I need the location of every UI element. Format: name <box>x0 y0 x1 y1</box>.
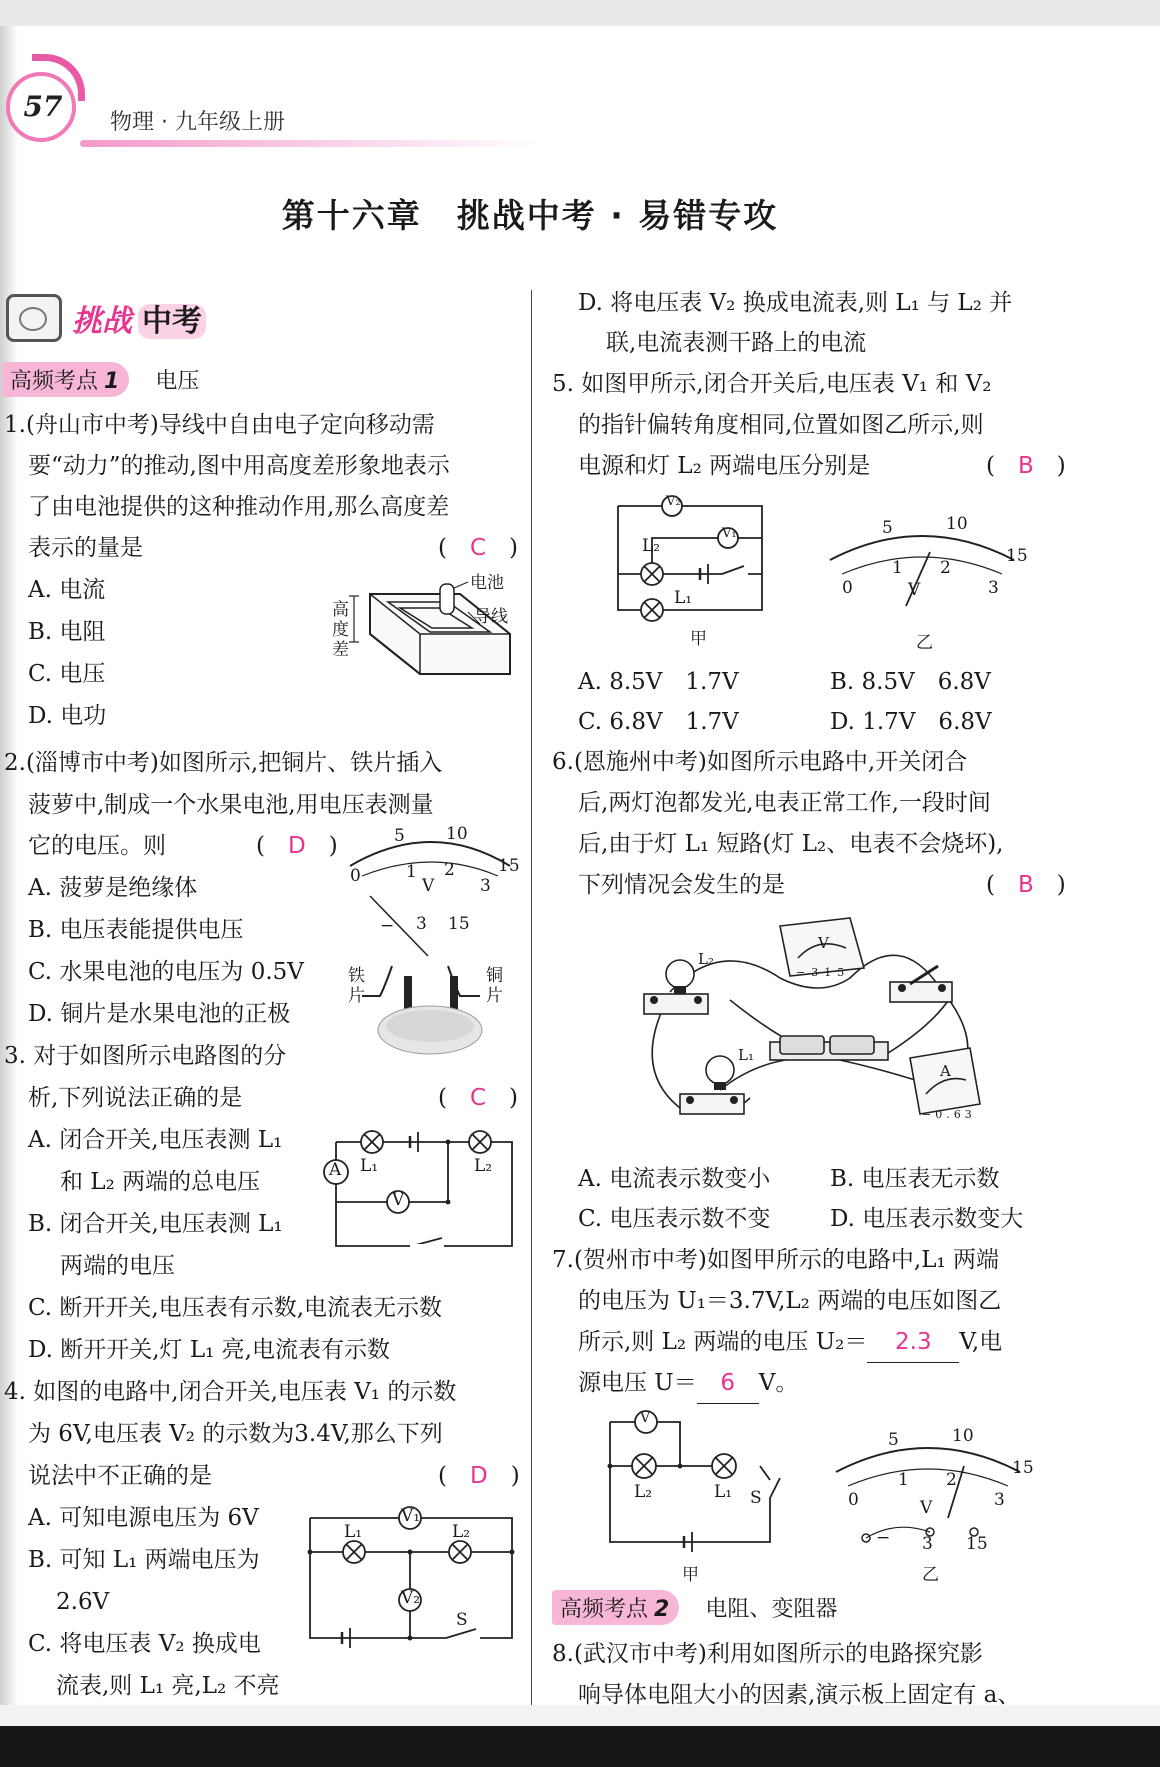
chapter-title: 第十六章 挑战中考 · 易错专攻 <box>281 196 779 235</box>
challenge-banner <box>2 288 232 348</box>
q2-tick-2: 2 <box>444 860 455 880</box>
q7-tick-10: 10 <box>952 1426 974 1446</box>
q3-voltmeter-label: V <box>392 1190 405 1210</box>
q5-tick-15: 15 <box>1006 546 1028 566</box>
q4-l1-label: L₁ <box>344 1522 363 1542</box>
q2-answer: D <box>287 833 306 859</box>
section-head-1 <box>2 362 199 402</box>
q2-line1: 2.(淄博市中考)如图所示,把铜片、铁片插入 <box>4 750 443 776</box>
q1-line3: 了由电池提供的这种推动作用,那么高度差 <box>28 494 450 520</box>
page-number: 57 <box>23 90 63 123</box>
q5-option-a: A. 8.5V 1.7V <box>578 669 739 695</box>
q6-line4: 下列情况会发生的是 <box>578 872 785 898</box>
q2-option-c: C. 水果电池的电压为 0.5V <box>28 959 304 985</box>
q4-circuit-diagram <box>300 1508 518 1656</box>
q2-figure-fruit-battery <box>340 826 525 1051</box>
q2-tick-0: 0 <box>350 866 361 886</box>
q2-option-b: B. 电压表能提供电压 <box>28 917 244 943</box>
q7-unit-v: V <box>920 1498 933 1518</box>
section-head-2 <box>552 1590 837 1630</box>
q2-label-copper: 铜片 <box>486 966 503 1006</box>
q1-option-c: C. 电压 <box>28 661 106 687</box>
q7-caption-jia: 甲 <box>682 1565 699 1585</box>
q4-option-b-2: 2.6V <box>56 1589 110 1615</box>
q5-line3: 电源和灯 L₂ 两端电压分别是 <box>578 453 871 479</box>
q4-line3: 说法中不正确的是 <box>28 1463 212 1489</box>
q6-a-term-06: 0.6 <box>935 1108 965 1121</box>
section-tag <box>2 362 129 397</box>
q6-line1: 6.(恩施州中考)如图所示电路中,开关闭合 <box>552 749 968 775</box>
q7-voltmeter-label: V <box>640 1410 651 1426</box>
q2-terminal-15: 15 <box>448 914 470 934</box>
q7-tick-2: 2 <box>946 1470 957 1490</box>
q7-tick-15: 15 <box>1012 1458 1034 1478</box>
q7-line4-a: 源电压 U＝ <box>578 1370 697 1396</box>
q3-option-b-1: B. 闭合开关,电压表测 L₁ <box>28 1211 283 1237</box>
q4-answer-bracket: ( D ) <box>438 1463 520 1489</box>
q3-l2-label: L₂ <box>474 1156 493 1176</box>
q4-v2-label: V₂ <box>401 1588 421 1608</box>
q4-option-c-1: C. 将电压表 V₂ 换成电 <box>28 1631 261 1657</box>
q4-answer: D <box>469 1463 488 1489</box>
q5-l2-label: L₂ <box>642 536 661 556</box>
q1-line4: 表示的量是 <box>28 535 143 561</box>
q6-line2: 后,两灯泡都发光,电表正常工作,一段时间 <box>578 790 991 816</box>
page-number-badge <box>4 54 82 140</box>
q7-switch-label: S <box>750 1488 762 1508</box>
q2-answer-bracket: ( D ) <box>256 833 338 859</box>
q7-terminal-3: 3 <box>922 1534 933 1554</box>
q5-answer: B <box>1017 453 1034 479</box>
q2-option-a: A. 菠萝是绝缘体 <box>28 875 198 901</box>
q5-answer-bracket: ( B ) <box>986 453 1066 479</box>
q5-l1-label: L₁ <box>674 588 693 608</box>
q5-option-d: D. 1.7V 6.8V <box>830 709 992 735</box>
q1-label-wire: 导线 <box>474 607 508 627</box>
q6-l2-label: L₂ <box>698 950 714 968</box>
q6-line3: 后,由于灯 L₁ 短路(灯 L₂、电表不会烧坏), <box>578 831 1004 857</box>
q6-option-b: B. 电压表无示数 <box>830 1166 1000 1192</box>
section-name: 电压 <box>155 369 200 394</box>
q2-tick-1: 1 <box>406 862 417 882</box>
q3-option-c: C. 断开开关,电压表有示数,电流表无示数 <box>28 1295 443 1321</box>
q3-line2: 析,下列说法正确的是 <box>28 1085 243 1111</box>
window-top-strip <box>0 0 1160 26</box>
q7-circuit-jia <box>604 1406 784 1586</box>
header-rule <box>80 140 540 147</box>
q7-line3 <box>578 1322 1002 1363</box>
q2-line2: 菠萝中,制成一个水果电池,用电压表测量 <box>28 792 434 818</box>
section-tag-num: 2 <box>654 1597 670 1622</box>
q6-ammeter-label: A <box>940 1062 951 1080</box>
q3-option-a-1: A. 闭合开关,电压表测 L₁ <box>28 1127 283 1153</box>
q5-meter-yi <box>820 516 1030 652</box>
q5-tick-2: 2 <box>940 558 951 578</box>
q3-answer-bracket: ( C ) <box>438 1085 519 1111</box>
q7-tick-0: 0 <box>848 1490 859 1510</box>
q2-label-iron: 铁片 <box>348 966 365 1006</box>
q6-a-term-minus: − <box>922 1108 936 1121</box>
q3-option-a-2: 和 L₂ 两端的总电压 <box>60 1169 261 1195</box>
q6-v-term-15: 15 <box>824 966 851 979</box>
q4-switch-label: S <box>456 1610 468 1630</box>
q7-caption-yi: 乙 <box>922 1565 939 1585</box>
q2-terminal-minus: − <box>380 916 395 936</box>
q5-caption-jia: 甲 <box>690 629 707 649</box>
q4-option-c-2: 流表,则 L₁ 亮,L₂ 不亮 <box>56 1673 280 1699</box>
q5-option-b: B. 8.5V 6.8V <box>830 669 991 695</box>
q1-option-a: A. 电流 <box>28 577 106 603</box>
q2-option-d: D. 铜片是水果电池的正极 <box>28 1001 291 1027</box>
section-tag-label: 高频考点 <box>560 1597 649 1622</box>
section-tag <box>552 1590 679 1625</box>
q2-terminal-3: 3 <box>416 914 427 934</box>
q7-terminal-15: 15 <box>966 1534 988 1554</box>
q6-voltmeter-terminals <box>796 966 850 979</box>
q7-l1-label: L₁ <box>714 1482 733 1502</box>
q7-terminal-minus: − <box>876 1528 891 1548</box>
q1-option-b: B. 电阻 <box>28 619 106 645</box>
page-edge-shadow <box>0 26 18 1706</box>
q5-line2: 的指针偏转角度相同,位置如图乙所示,则 <box>578 412 984 438</box>
q7-line3-b: V,电 <box>959 1329 1003 1355</box>
q3-line1: 3. 对于如图所示电路图的分 <box>4 1043 287 1069</box>
q2-tick-3: 3 <box>480 876 491 896</box>
q4-line1: 4. 如图的电路中,闭合开关,电压表 V₁ 的示数 <box>4 1379 457 1405</box>
q8-line1: 8.(武汉市中考)利用如图所示的电路探究影 <box>552 1641 983 1667</box>
q4-l2-label: L₂ <box>452 1522 471 1542</box>
q3-circuit-diagram <box>322 1120 518 1252</box>
q7-tick-3: 3 <box>994 1490 1005 1510</box>
section-tag-num: 1 <box>104 369 120 394</box>
banner-text <box>72 296 206 340</box>
q6-ammeter-terminals <box>922 1108 976 1121</box>
q7-line4-b: V。 <box>758 1370 799 1396</box>
q1-line2: 要“动力”的推动,图中用高度差形象地表示 <box>28 453 450 479</box>
q5-tick-10: 10 <box>946 514 968 534</box>
q6-option-d: D. 电压表示数变大 <box>830 1206 1024 1232</box>
q6-voltmeter-label: V <box>818 934 829 952</box>
q7-tick-5: 5 <box>888 1430 899 1450</box>
q1-line1: 1.(舟山市中考)导线中自由电子定向移动需 <box>4 412 435 438</box>
book-title: 物理 · 九年级上册 <box>110 110 285 135</box>
section-tag-label: 高频考点 <box>10 369 99 394</box>
q1-option-d: D. 电功 <box>28 703 107 729</box>
q2-tick-15: 15 <box>498 856 520 876</box>
q2-unit-v: V <box>422 876 435 896</box>
q5-v1-label: V₁ <box>722 526 737 541</box>
q4-option-d-1: D. 将电压表 V₂ 换成电流表,则 L₁ 与 L₂ 并 <box>578 290 1013 316</box>
q7-blank-u2: 2.3 <box>867 1322 959 1363</box>
q2-tick-10: 10 <box>446 824 468 844</box>
q2-tick-5: 5 <box>394 826 405 846</box>
q6-option-a: A. 电流表示数变小 <box>578 1166 771 1192</box>
q7-line4 <box>578 1363 798 1404</box>
q5-tick-5: 5 <box>882 518 893 538</box>
q4-option-d-2: 联,电流表测干路上的电流 <box>606 330 867 356</box>
q3-l1-label: L₁ <box>360 1156 379 1176</box>
q5-caption-yi: 乙 <box>916 633 933 653</box>
q5-tick-0: 0 <box>842 578 853 598</box>
section-name: 电阻、变阻器 <box>705 1597 838 1622</box>
q5-line1: 5. 如图甲所示,闭合开关后,电压表 V₁ 和 V₂ <box>552 371 992 397</box>
q6-answer-bracket: ( B ) <box>986 872 1066 898</box>
q5-tick-1: 1 <box>892 558 903 578</box>
q4-option-b-1: B. 可知 L₁ 两端电压为 <box>28 1547 260 1573</box>
q5-option-c: C. 6.8V 1.7V <box>578 709 739 735</box>
q6-v-term-3: 3 <box>811 966 825 979</box>
q3-option-b-2: 两端的电压 <box>60 1253 175 1279</box>
q4-line2: 为 6V,电压表 V₂ 的示数为3.4V,那么下列 <box>28 1421 443 1447</box>
q7-meter-yi <box>826 1428 1036 1588</box>
banner-part2: 中考 <box>138 304 206 339</box>
q6-answer: B <box>1017 872 1034 898</box>
q8-line2: 响导体电阻大小的因素,演示板上固定有 a、 <box>578 1682 1021 1708</box>
q5-unit-v: V <box>908 580 921 600</box>
q1-label-height: 高度差 <box>332 600 349 660</box>
q1-label-battery: 电池 <box>470 573 504 593</box>
banner-part1: 挑战 <box>72 304 132 339</box>
q6-a-term-3: 3 <box>964 1108 976 1121</box>
q3-answer: C <box>469 1085 487 1111</box>
q6-option-c: C. 电压表示数不变 <box>578 1206 771 1232</box>
q7-tick-1: 1 <box>898 1470 909 1490</box>
q6-v-term-minus: − <box>796 966 812 979</box>
q5-circuit-jia <box>612 492 772 650</box>
tv-icon <box>6 294 62 342</box>
q7-line1: 7.(贺州市中考)如图甲所示的电路中,L₁ 两端 <box>552 1247 1000 1273</box>
q7-l2-label: L₂ <box>634 1482 653 1502</box>
q1-figure-height-model <box>332 573 520 694</box>
q4-v1-label: V₁ <box>401 1506 421 1526</box>
q2-line3: 它的电压。则 <box>28 833 166 859</box>
q1-answer: C <box>469 535 487 561</box>
q1-answer-bracket: ( C ) <box>438 535 519 561</box>
q7-line3-a: 所示,则 L₂ 两端的电压 U₂＝ <box>578 1329 868 1355</box>
q7-line2: 的电压为 U₁＝3.7V,L₂ 两端的电压如图乙 <box>578 1288 1002 1314</box>
q3-option-d: D. 断开开关,灯 L₁ 亮,电流表有示数 <box>28 1337 390 1363</box>
q3-ammeter-label: A <box>329 1160 342 1180</box>
q5-v2-label: V₂ <box>666 494 681 509</box>
window-bottom-bar <box>0 1726 1160 1767</box>
q7-blank-u: 6 <box>697 1363 759 1404</box>
column-divider <box>531 290 532 1705</box>
q6-physical-circuit <box>640 908 1000 1156</box>
q4-option-a: A. 可知电源电压为 6V <box>28 1505 259 1531</box>
q6-l1-label: L₁ <box>738 1046 754 1064</box>
q5-tick-3: 3 <box>988 578 999 598</box>
